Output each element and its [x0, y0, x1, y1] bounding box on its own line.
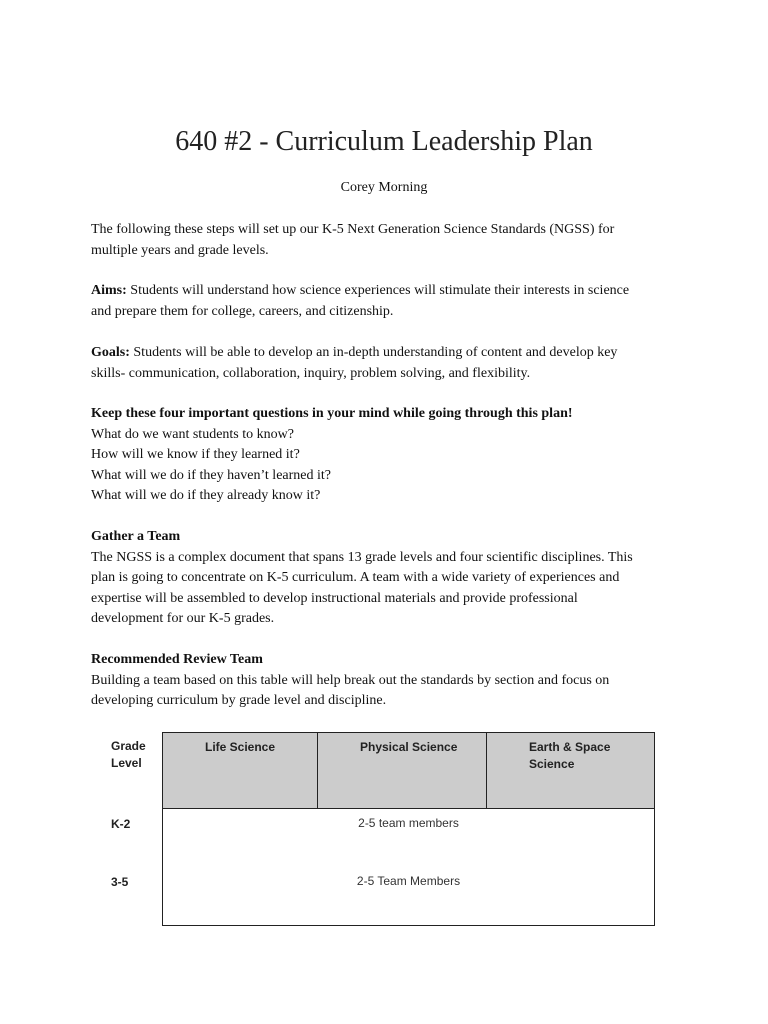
column-header-earth-space-science: Earth & Space Science [529, 740, 611, 771]
goals-paragraph [91, 343, 681, 384]
column-divider [317, 732, 318, 809]
question-item: How will we know if they learned it? [91, 447, 300, 462]
column-header-life-science: Life Science [205, 740, 276, 754]
team-size-cell: 2-5 Team Members [356, 874, 461, 888]
gather-team-heading: Gather a Team [91, 529, 181, 544]
table-row [162, 809, 655, 868]
gather-team-line: The NGSS is a complex document that spans 13 grade levels and four scientific disciplines. This [91, 549, 633, 565]
questions-heading: Keep these four important questions in your mind while going through this plan! [91, 406, 573, 421]
gather-team-line: plan is going to concentrate on K-5 curriculum. A team with a wide variety of experiences and [91, 570, 620, 585]
gather-team-line: development for our K-5 grades. [91, 611, 275, 626]
question-item: What will we do if they haven’t learned it? [91, 467, 331, 483]
table-row [162, 867, 655, 926]
aims-text: Students will understand how science experiences will stimulate their interests in science [126, 283, 630, 298]
aims-text: and prepare them for college, careers, and citizenship. [91, 303, 394, 319]
aims-label: Aims: [91, 283, 127, 298]
goals-text: skills- communication, collaboration, inquiry, problem solving, and flexibility. [91, 365, 531, 381]
author-name: Corey Morning [340, 180, 428, 195]
review-team-heading: Recommended Review Team [91, 652, 263, 667]
intro-paragraph [91, 220, 681, 261]
review-team-table [96, 732, 656, 927]
intro-line: The following these steps will set up our K-5 Next Generation Science Standards (NGSS) for [91, 222, 615, 237]
question-item: What will we do if they already know it? [91, 488, 321, 503]
column-header-physical-science: Physical Science [360, 740, 458, 754]
gather-team-section [91, 527, 681, 630]
review-team-section [91, 650, 681, 712]
review-team-line: developing curriculum by grade level and discipline. [91, 693, 387, 708]
intro-line: multiple years and grade levels. [91, 242, 269, 258]
aims-paragraph [91, 281, 681, 322]
gather-team-line: expertise will be assembled to develop instructional materials and provide professional [91, 590, 578, 606]
goals-label: Goals: [91, 345, 130, 360]
review-team-line: Building a team based on this table will help break out the standards by section and focus on [91, 672, 610, 688]
goals-text: Students will be able to develop an in-depth understanding of content and develop key [129, 345, 618, 360]
grade-level-header: Grade Level [111, 739, 146, 770]
page-title: 640 #2 - Curriculum Leadership Plan [175, 126, 593, 157]
team-size-cell: 2-5 team members [358, 816, 459, 830]
questions-section [91, 404, 681, 507]
question-item: What do we want students to know? [91, 426, 294, 442]
grade-label-35: 3-5 [111, 875, 129, 889]
grade-label-k2: K-2 [111, 817, 131, 831]
column-divider [486, 732, 487, 809]
